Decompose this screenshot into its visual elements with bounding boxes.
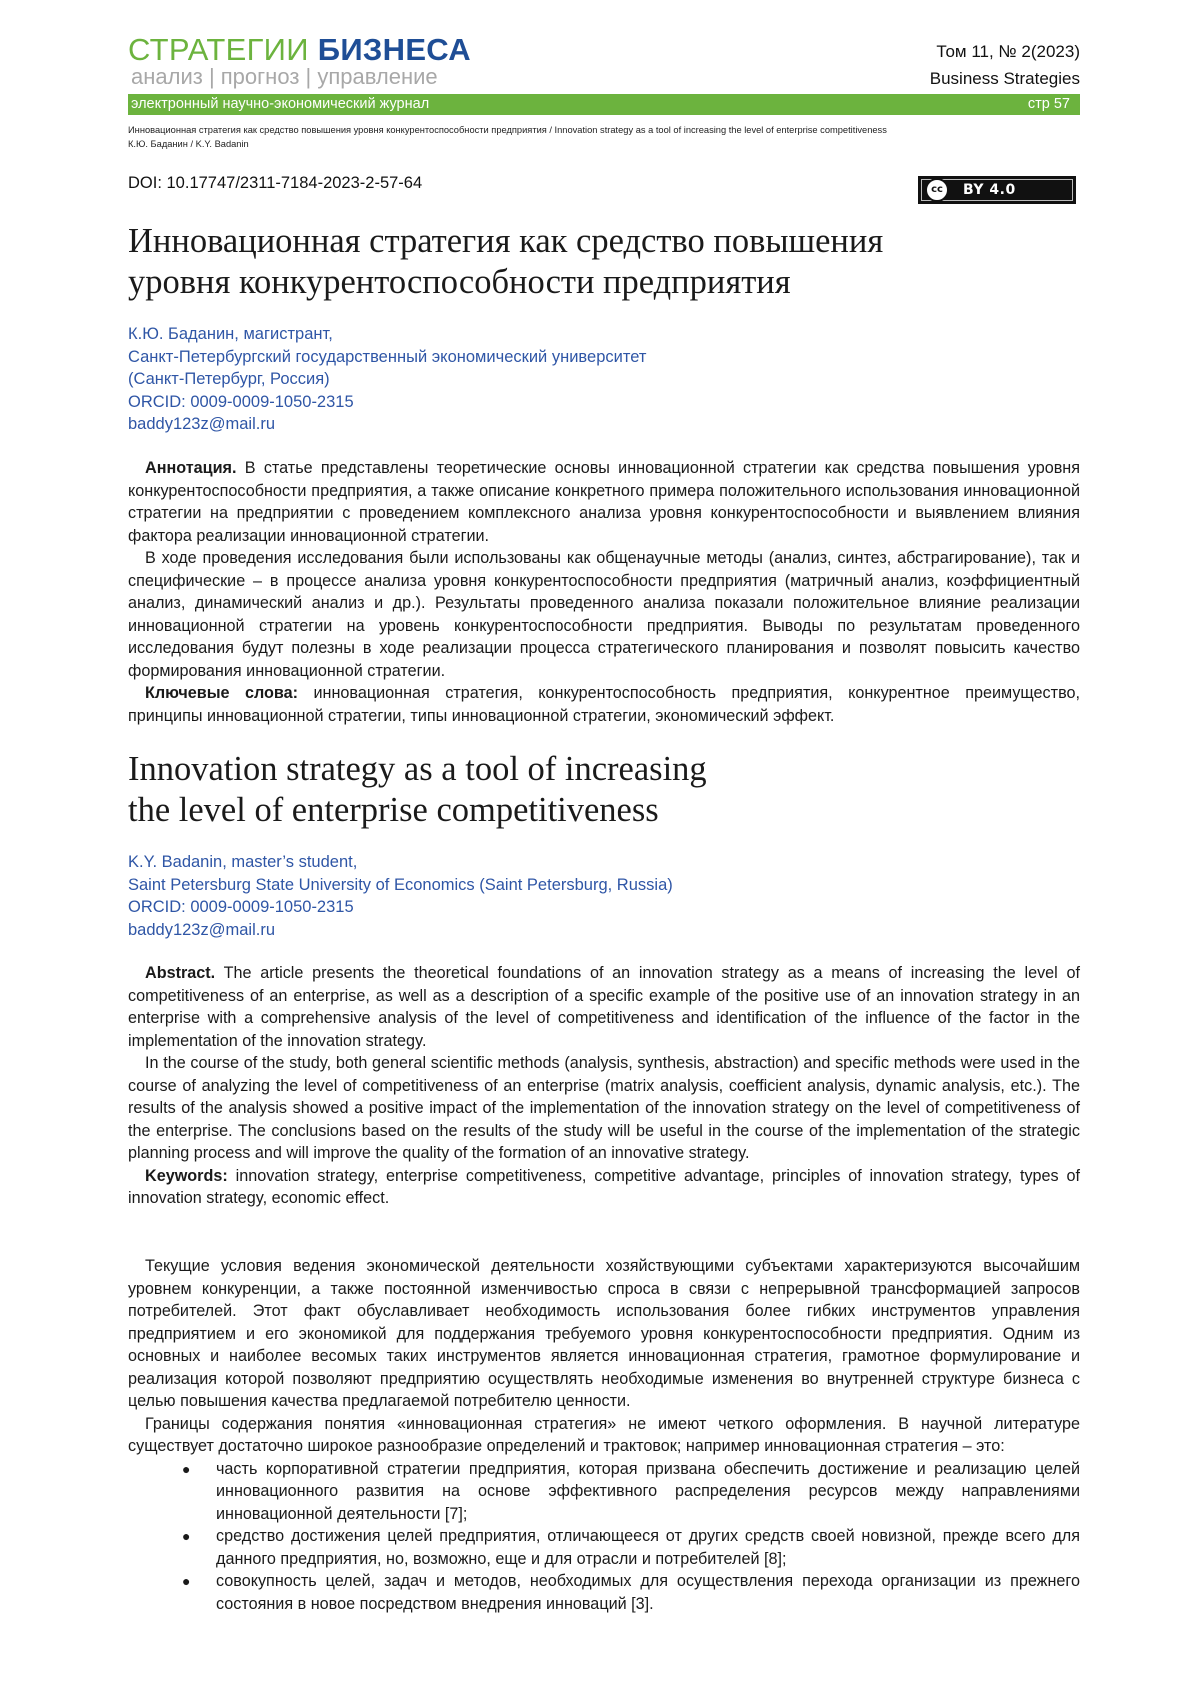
en-author-line: K.Y. Badanin, master’s student, xyxy=(128,853,358,871)
bullet-icon: ● xyxy=(182,1528,191,1544)
definitions-list xyxy=(128,1458,1080,1616)
ru-author-line: Санкт-Петербургский государственный экономический университет xyxy=(128,347,647,366)
running-title: Инновационная стратегия как средство повышения уровня конкурентоспособности предприятия / Innovation strategy as a tool of increasing the level of enterprise competitiveness xyxy=(128,125,887,135)
en-keywords xyxy=(128,1165,1080,1210)
journal-logo xyxy=(128,34,471,89)
ru-author-line: К.Ю. Баданин, магистрант, xyxy=(128,325,333,343)
ru-abstract-text: В статье представлены теоретические основы инновационной стратегии как средства повышения уровня конкурентоспособности предприятия, а также описание конкретного примера положительного использования инновационной стратегии на предприятии с проведением комплексного анализа уровня конкурентоспособности и выявлением влияния фактора реализации инновационной стратегии. xyxy=(128,459,1080,545)
en-abstract-label: Abstract. xyxy=(145,964,216,982)
list-item-text: совокупность целей, задач и методов, необходимых для осуществления перехода организации из прежнего состояния в новое посредством внедрения инноваций [3]. xyxy=(216,1572,1080,1613)
journal-brand-title xyxy=(128,34,471,66)
header-bar xyxy=(128,94,1080,115)
ru-keywords-text: инновационная стратегия, конкурентоспособность предприятия, конкурентное преимущество, принципы инновационной стратегии, типы инновационной стратегии, экономический эффект. xyxy=(128,684,1080,725)
brand-word-1: СТРАТЕГИИ xyxy=(128,32,309,67)
journal-name-en: Business Strategies xyxy=(929,69,1080,88)
ru-abstract xyxy=(128,457,1080,727)
en-keywords-label: Keywords: xyxy=(145,1166,228,1185)
running-header xyxy=(128,122,887,153)
en-abstract xyxy=(128,962,1080,1210)
ru-abstract-label: Аннотация. xyxy=(145,459,237,477)
list-item-text: часть корпоративной стратегии предприятия, которая призвана обеспечить достижение и реализацию целей инновационного развития на основе эффективного распределения ресурсов между направлениями инновационной деятельности [7]; xyxy=(216,1459,1080,1523)
bullet-icon: ● xyxy=(182,1573,191,1589)
ru-author-info xyxy=(128,323,646,436)
ru-abstract-paragraph-2: В ходе проведения исследования были использованы как общенаучные методы (анализ, синтез, абстрагирование), так и специфические – в процессе анализа уровня конкурентоспособности предприятия (матричный анализ, коэффициентный анализ, динамический анализ и др.). Результаты проведенного анализа показали положительное влияние реализации инновационной стратегии на уровень конкурентоспособности предприятия. Выводы по результатам проведенного исследования будут полезны в ходе реализации процесса стратегического планирования и позволят повысить качество формирования инновационной стратегии. xyxy=(128,549,1080,680)
brand-word-2: БИЗНЕСА xyxy=(317,32,471,67)
body-paragraph: Текущие условия ведения экономической деятельности хозяйствующими субъектами характеризуются высочайшим уровнем конкуренции, а также постоянной изменчивостью спроса в связи с непрерывной трансформацией запросов потребителей. Этот факт обуславливает необходимость использования более гибких инструментов управления предприятием и его экономикой для поддержания требуемого уровня конкурентоспособности предприятия. Одним из основных и наиболее весомых таких инструментов является инновационная стратегия, грамотное формулирование и реализация которой позволяют предприятию осуществлять необходимые изменения во внутренней структуре бизнеса с целью повышения качества предлагаемой потребителю ценности. xyxy=(128,1257,1080,1410)
ru-keywords-label: Ключевые слова: xyxy=(145,684,299,702)
en-author-line: Saint Petersburg State University of Economics (Saint Petersburg, Russia) xyxy=(128,875,673,894)
body-paragraph: Границы содержания понятия «инновационная стратегия» не имеют четкого оформления. В научной литературе существует достаточно широкое разнообразие определений и трактовок; например инновационная стратегия – это: xyxy=(128,1414,1080,1455)
running-authors: К.Ю. Баданин / K.Y. Badanin xyxy=(128,139,249,149)
en-article-title xyxy=(128,749,707,831)
ru-author-line: (Санкт-Петербург, Россия) xyxy=(128,370,330,389)
en-abstract-paragraph xyxy=(128,962,1080,1052)
en-title-line-1: Innovation strategy as a tool of increasing xyxy=(128,750,707,788)
en-abstract-text: The article presents the theoretical foundations of an innovation strategy as a means of increasing the level of competitiveness of an enterprise, as well as a description of a specific example of the positive use of an innovation strategy in an enterprise with a comprehensive analysis of the level of competitiveness and identification of the influence of the factor in the implementation of the innovation strategy. xyxy=(128,964,1080,1050)
list-item xyxy=(128,1570,1080,1615)
list-item xyxy=(128,1458,1080,1526)
ru-keywords xyxy=(128,682,1080,727)
journal-volume: Том 11, № 2(2023) xyxy=(936,42,1080,61)
ru-title-line-1: Инновационная стратегия как средство повышения xyxy=(128,222,884,260)
en-title-line-2: the level of enterprise competitiveness xyxy=(128,791,659,829)
ru-title-line-2: уровня конкурентоспособности предприятия xyxy=(128,263,791,301)
cc-license-badge[interactable] xyxy=(918,176,1076,204)
doi-link[interactable]: DOI: 10.17747/2311-7184-2023-2-57-64 xyxy=(128,174,423,192)
en-author-info xyxy=(128,851,673,941)
page-number: стр 57 xyxy=(1027,96,1070,112)
journal-tagline: анализ | прогноз | управление xyxy=(131,64,438,89)
ru-article-title xyxy=(128,221,883,303)
journal-kind: электронный научно-экономический журнал xyxy=(131,96,430,112)
ru-email-link[interactable]: baddy123z@mail.ru xyxy=(128,415,275,434)
en-keywords-text: innovation strategy, enterprise competitiveness, competitive advantage, principles of innovation strategy, types of innovation strategy, economic effect. xyxy=(128,1166,1080,1207)
article-body xyxy=(128,1255,1080,1615)
list-item xyxy=(128,1525,1080,1570)
cc-icon: cc xyxy=(925,178,949,202)
list-item-text: средство достижения целей предприятия, отличающееся от других средств своей новизной, прежде всего для данного предприятия, но, возможно, еще и для отрасли и потребителей [8]; xyxy=(216,1527,1080,1568)
journal-issue-info xyxy=(930,38,1080,92)
en-email-link[interactable]: baddy123z@mail.ru xyxy=(128,920,275,939)
ru-orcid-link[interactable]: ORCID: 0009-0009-1050-2315 xyxy=(128,392,354,411)
en-abstract-paragraph-2: In the course of the study, both general scientific methods (analysis, synthesis, abstraction) and specific methods were used in the course of analyzing the level of competitiveness of an enterprise (matrix analysis, coefficient analysis, dynamic analysis, etc.). The results of the analysis showed a positive impact of the implementation of the innovation strategy on the level of competitiveness of the enterprise. The conclusions based on the results of the study will be useful in the course of the implementation of the strategic planning process and will improve the quality of the formation of an innovative strategy. xyxy=(128,1054,1080,1162)
en-orcid-link[interactable]: ORCID: 0009-0009-1050-2315 xyxy=(128,898,354,917)
ru-abstract-paragraph xyxy=(128,457,1080,547)
bullet-icon: ● xyxy=(182,1460,191,1477)
license-label: BY 4.0 xyxy=(963,182,1016,198)
